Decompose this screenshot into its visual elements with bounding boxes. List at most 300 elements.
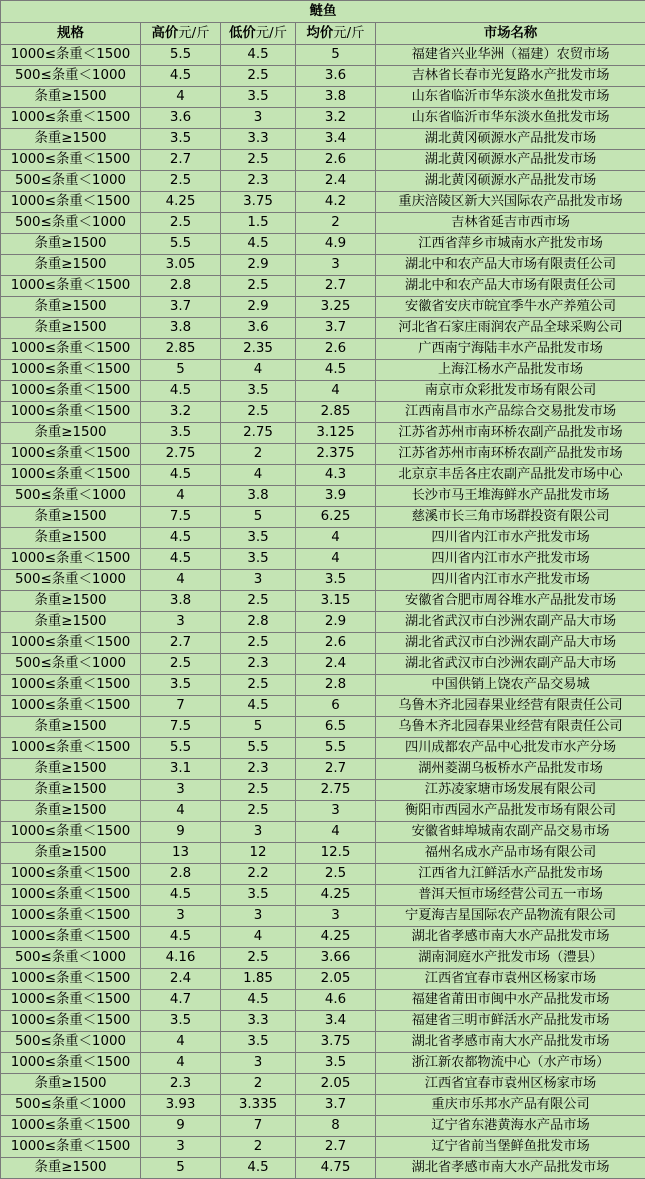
header-avg-price — [296, 23, 376, 45]
cell-avg-price: 3.15 — [296, 591, 376, 612]
cell-high-price: 2.5 — [141, 171, 221, 192]
cell-avg-price: 2.375 — [296, 444, 376, 465]
header-low-price — [221, 23, 296, 45]
cell-market: 湖北省武汉市白沙洲农副产品大市场 — [376, 654, 645, 675]
cell-low-price: 3 — [221, 906, 296, 927]
table-row — [1, 108, 645, 129]
cell-avg-price: 4.5 — [296, 360, 376, 381]
cell-avg-price: 4 — [296, 381, 376, 402]
cell-low-price: 3.8 — [221, 486, 296, 507]
cell-spec: 1000≤条重＜1500 — [1, 150, 141, 171]
cell-low-price: 3.5 — [221, 87, 296, 108]
table-row — [1, 822, 645, 843]
cell-high-price: 4.16 — [141, 948, 221, 969]
table-row — [1, 990, 645, 1011]
cell-avg-price: 2.85 — [296, 402, 376, 423]
cell-market: 江西省萍乡市城南水产批发市场 — [376, 234, 645, 255]
cell-avg-price: 12.5 — [296, 843, 376, 864]
cell-spec: 500≤条重＜1000 — [1, 654, 141, 675]
cell-market: 辽宁省前当堡鲜鱼批发市场 — [376, 1137, 645, 1158]
cell-market: 安徽省蚌埠城南农副产品交易市场 — [376, 822, 645, 843]
title-row — [1, 1, 645, 23]
table-row — [1, 801, 645, 822]
cell-avg-price: 6.25 — [296, 507, 376, 528]
table-row — [1, 927, 645, 948]
cell-spec: 500≤条重＜1000 — [1, 486, 141, 507]
cell-avg-price: 3.5 — [296, 1053, 376, 1074]
cell-high-price: 4.5 — [141, 465, 221, 486]
cell-high-price: 3.7 — [141, 297, 221, 318]
cell-high-price: 3.8 — [141, 591, 221, 612]
cell-avg-price: 4.9 — [296, 234, 376, 255]
cell-market: 重庆市乐邦水产品有限公司 — [376, 1095, 645, 1116]
cell-spec: 1000≤条重＜1500 — [1, 192, 141, 213]
table-row — [1, 402, 645, 423]
table-row — [1, 507, 645, 528]
cell-spec: 500≤条重＜1000 — [1, 171, 141, 192]
cell-high-price: 3.05 — [141, 255, 221, 276]
cell-low-price: 3 — [221, 570, 296, 591]
cell-spec: 1000≤条重＜1500 — [1, 465, 141, 486]
header-market: 市场名称 — [376, 23, 645, 45]
cell-market: 福州名成水产品市场有限公司 — [376, 843, 645, 864]
cell-high-price: 4.5 — [141, 885, 221, 906]
cell-avg-price: 3 — [296, 906, 376, 927]
header-low-label: 低价 — [229, 26, 256, 41]
cell-avg-price: 3.125 — [296, 423, 376, 444]
table-row — [1, 255, 645, 276]
cell-market: 四川成都农产品中心批发市水产分场 — [376, 738, 645, 759]
cell-low-price: 3 — [221, 1053, 296, 1074]
cell-avg-price: 2.6 — [296, 150, 376, 171]
cell-spec: 1000≤条重＜1500 — [1, 1053, 141, 1074]
table-row — [1, 696, 645, 717]
cell-spec: 500≤条重＜1000 — [1, 1095, 141, 1116]
cell-spec: 条重≥1500 — [1, 318, 141, 339]
cell-low-price: 2.5 — [221, 801, 296, 822]
cell-low-price: 3.5 — [221, 1032, 296, 1053]
table-row — [1, 234, 645, 255]
cell-low-price: 2 — [221, 1137, 296, 1158]
cell-high-price: 4.5 — [141, 66, 221, 87]
cell-avg-price: 2.5 — [296, 864, 376, 885]
cell-high-price: 3.5 — [141, 675, 221, 696]
cell-low-price: 4.5 — [221, 696, 296, 717]
cell-low-price: 2.5 — [221, 66, 296, 87]
cell-market: 四川省内江市水产批发市场 — [376, 570, 645, 591]
cell-market: 湖北省孝感市南大水产品批发市场 — [376, 1158, 645, 1179]
cell-market: 湖北省武汉市白沙洲农副产品大市场 — [376, 612, 645, 633]
cell-low-price: 2.5 — [221, 948, 296, 969]
cell-spec: 1000≤条重＜1500 — [1, 864, 141, 885]
table-row — [1, 360, 645, 381]
cell-spec: 500≤条重＜1000 — [1, 570, 141, 591]
table-row — [1, 318, 645, 339]
cell-spec: 500≤条重＜1000 — [1, 66, 141, 87]
cell-spec: 条重≥1500 — [1, 528, 141, 549]
table-row — [1, 885, 645, 906]
cell-market: 上海江杨水产品批发市场 — [376, 360, 645, 381]
cell-market: 江苏凌家塘市场发展有限公司 — [376, 780, 645, 801]
cell-high-price: 5 — [141, 1158, 221, 1179]
cell-avg-price: 6.5 — [296, 717, 376, 738]
cell-low-price: 2 — [221, 444, 296, 465]
cell-market: 湖北黄冈硕源水产品批发市场 — [376, 150, 645, 171]
table-row — [1, 423, 645, 444]
table-row — [1, 465, 645, 486]
cell-low-price: 3.3 — [221, 129, 296, 150]
table-row — [1, 486, 645, 507]
cell-market: 乌鲁木齐北园春果业经营有限责任公司 — [376, 696, 645, 717]
cell-spec: 条重≥1500 — [1, 780, 141, 801]
cell-low-price: 2.3 — [221, 171, 296, 192]
cell-low-price: 7 — [221, 1116, 296, 1137]
cell-low-price: 2.3 — [221, 654, 296, 675]
cell-high-price: 4.5 — [141, 549, 221, 570]
cell-spec: 1000≤条重＜1500 — [1, 906, 141, 927]
cell-low-price: 4.5 — [221, 45, 296, 66]
cell-market: 安徽省安庆市皖宜季牛水产养殖公司 — [376, 297, 645, 318]
table-row — [1, 66, 645, 87]
cell-avg-price: 2.8 — [296, 675, 376, 696]
cell-high-price: 3 — [141, 780, 221, 801]
cell-spec: 条重≥1500 — [1, 1074, 141, 1095]
cell-market: 山东省临沂市华东淡水鱼批发市场 — [376, 108, 645, 129]
table-row — [1, 717, 645, 738]
cell-low-price: 2.75 — [221, 423, 296, 444]
cell-market: 衡阳市西园水产品批发市场有限公司 — [376, 801, 645, 822]
cell-spec: 条重≥1500 — [1, 129, 141, 150]
cell-low-price: 2.5 — [221, 633, 296, 654]
cell-spec: 1000≤条重＜1500 — [1, 969, 141, 990]
cell-avg-price: 2.9 — [296, 612, 376, 633]
cell-low-price: 2.2 — [221, 864, 296, 885]
cell-low-price: 2.5 — [221, 402, 296, 423]
cell-avg-price: 4.3 — [296, 465, 376, 486]
cell-avg-price: 3.7 — [296, 1095, 376, 1116]
table-row — [1, 843, 645, 864]
header-avg-unit: 元/斤 — [333, 26, 364, 41]
cell-avg-price: 4 — [296, 549, 376, 570]
cell-low-price: 2.9 — [221, 297, 296, 318]
table-row — [1, 906, 645, 927]
cell-high-price: 4 — [141, 87, 221, 108]
cell-avg-price: 2.7 — [296, 1137, 376, 1158]
cell-avg-price: 2.75 — [296, 780, 376, 801]
table-row — [1, 780, 645, 801]
cell-avg-price: 8 — [296, 1116, 376, 1137]
cell-low-price: 4.5 — [221, 234, 296, 255]
cell-avg-price: 5 — [296, 45, 376, 66]
table-row — [1, 948, 645, 969]
cell-spec: 条重≥1500 — [1, 843, 141, 864]
cell-high-price: 5.5 — [141, 45, 221, 66]
cell-spec: 1000≤条重＜1500 — [1, 45, 141, 66]
table-row — [1, 1074, 645, 1095]
cell-market: 湖北中和农产品大市场有限责任公司 — [376, 255, 645, 276]
cell-avg-price: 4.75 — [296, 1158, 376, 1179]
cell-spec: 条重≥1500 — [1, 297, 141, 318]
cell-low-price: 4 — [221, 927, 296, 948]
cell-avg-price: 4.25 — [296, 885, 376, 906]
cell-market: 福建省兴业华洲（福建）农贸市场 — [376, 45, 645, 66]
cell-high-price: 5.5 — [141, 738, 221, 759]
cell-spec: 条重≥1500 — [1, 801, 141, 822]
cell-high-price: 3 — [141, 1137, 221, 1158]
cell-avg-price: 4.2 — [296, 192, 376, 213]
table-body — [1, 45, 645, 1179]
header-avg-label: 均价 — [306, 26, 333, 41]
cell-market: 浙江新农都物流中心（水产市场） — [376, 1053, 645, 1074]
cell-low-price: 3 — [221, 822, 296, 843]
cell-market: 江西省宜春市袁州区杨家市场 — [376, 1074, 645, 1095]
cell-market: 慈溪市长三角市场群投资有限公司 — [376, 507, 645, 528]
table-row — [1, 1116, 645, 1137]
cell-low-price: 3.5 — [221, 381, 296, 402]
cell-spec: 1000≤条重＜1500 — [1, 1137, 141, 1158]
cell-market: 江西省宜春市袁州区杨家市场 — [376, 969, 645, 990]
header-low-unit: 元/斤 — [256, 26, 287, 41]
cell-market: 福建省莆田市闽中水产品批发市场 — [376, 990, 645, 1011]
cell-high-price: 3.5 — [141, 1011, 221, 1032]
cell-spec: 1000≤条重＜1500 — [1, 990, 141, 1011]
table-row — [1, 1032, 645, 1053]
table-row — [1, 87, 645, 108]
cell-avg-price: 3 — [296, 255, 376, 276]
cell-spec: 500≤条重＜1000 — [1, 948, 141, 969]
cell-avg-price: 2.4 — [296, 171, 376, 192]
cell-low-price: 12 — [221, 843, 296, 864]
cell-market: 山东省临沂市华东淡水鱼批发市场 — [376, 87, 645, 108]
cell-high-price: 4 — [141, 486, 221, 507]
header-high-label: 高价 — [151, 26, 178, 41]
cell-market: 中国供销上饶农产品交易城 — [376, 675, 645, 696]
table-row — [1, 654, 645, 675]
table-row — [1, 633, 645, 654]
cell-market: 湖北省孝感市南大水产品批发市场 — [376, 927, 645, 948]
table-row — [1, 192, 645, 213]
cell-high-price: 3 — [141, 612, 221, 633]
cell-market: 长沙市马王堆海鲜水产品批发市场 — [376, 486, 645, 507]
cell-low-price: 4.5 — [221, 1158, 296, 1179]
cell-avg-price: 2.6 — [296, 633, 376, 654]
cell-market: 乌鲁木齐北园春果业经营有限责任公司 — [376, 717, 645, 738]
cell-avg-price: 3.7 — [296, 318, 376, 339]
cell-spec: 条重≥1500 — [1, 1158, 141, 1179]
cell-avg-price: 3.6 — [296, 66, 376, 87]
cell-low-price: 3 — [221, 108, 296, 129]
cell-high-price: 5.5 — [141, 234, 221, 255]
header-high-unit: 元/斤 — [178, 26, 209, 41]
table-row — [1, 612, 645, 633]
table-row — [1, 129, 645, 150]
cell-high-price: 2.5 — [141, 654, 221, 675]
cell-high-price: 3.5 — [141, 129, 221, 150]
cell-market: 辽宁省东港黄海水产品市场 — [376, 1116, 645, 1137]
cell-high-price: 5 — [141, 360, 221, 381]
cell-market: 福建省三明市鲜活水产品批发市场 — [376, 1011, 645, 1032]
cell-market: 四川省内江市水产批发市场 — [376, 549, 645, 570]
table-row — [1, 444, 645, 465]
cell-low-price: 3.5 — [221, 885, 296, 906]
cell-avg-price: 3.4 — [296, 1011, 376, 1032]
cell-high-price: 2.5 — [141, 213, 221, 234]
cell-market: 北京京丰岳各庄农副产品批发市场中心 — [376, 465, 645, 486]
cell-high-price: 3.2 — [141, 402, 221, 423]
cell-avg-price: 2.05 — [296, 1074, 376, 1095]
cell-market: 江苏省苏州市南环桥农副产品批发市场 — [376, 423, 645, 444]
cell-low-price: 2.9 — [221, 255, 296, 276]
cell-high-price: 3.8 — [141, 318, 221, 339]
cell-high-price: 4.7 — [141, 990, 221, 1011]
cell-avg-price: 3.75 — [296, 1032, 376, 1053]
cell-spec: 条重≥1500 — [1, 423, 141, 444]
table-row — [1, 276, 645, 297]
cell-market: 湖州菱湖乌板桥水产品批发市场 — [376, 759, 645, 780]
cell-high-price: 9 — [141, 1116, 221, 1137]
cell-market: 湖北黄冈硕源水产品批发市场 — [376, 129, 645, 150]
cell-high-price: 2.85 — [141, 339, 221, 360]
cell-high-price: 4 — [141, 1053, 221, 1074]
table-row — [1, 1158, 645, 1179]
header-spec: 规格 — [1, 23, 141, 45]
table-row — [1, 759, 645, 780]
table-row — [1, 864, 645, 885]
cell-spec: 1000≤条重＜1500 — [1, 339, 141, 360]
header-high-price — [141, 23, 221, 45]
cell-high-price: 7.5 — [141, 507, 221, 528]
cell-avg-price: 3.5 — [296, 570, 376, 591]
table-row — [1, 45, 645, 66]
cell-high-price: 3 — [141, 906, 221, 927]
cell-low-price: 5 — [221, 507, 296, 528]
cell-spec: 条重≥1500 — [1, 507, 141, 528]
cell-market: 广西南宁海陆丰水产品批发市场 — [376, 339, 645, 360]
cell-low-price: 2.5 — [221, 591, 296, 612]
cell-low-price: 3.3 — [221, 1011, 296, 1032]
cell-spec: 1000≤条重＜1500 — [1, 549, 141, 570]
cell-low-price: 4 — [221, 465, 296, 486]
cell-avg-price: 3.66 — [296, 948, 376, 969]
cell-spec: 1000≤条重＜1500 — [1, 927, 141, 948]
cell-spec: 1000≤条重＜1500 — [1, 1011, 141, 1032]
table-row — [1, 171, 645, 192]
table-title: 鲢鱼 — [1, 1, 645, 23]
cell-high-price: 2.3 — [141, 1074, 221, 1095]
table-row — [1, 381, 645, 402]
cell-low-price: 5 — [221, 717, 296, 738]
cell-low-price: 2.35 — [221, 339, 296, 360]
cell-avg-price: 4 — [296, 528, 376, 549]
cell-avg-price: 2.7 — [296, 759, 376, 780]
cell-avg-price: 3.4 — [296, 129, 376, 150]
cell-avg-price: 4.25 — [296, 927, 376, 948]
cell-spec: 1000≤条重＜1500 — [1, 108, 141, 129]
cell-avg-price: 2.4 — [296, 654, 376, 675]
cell-high-price: 4 — [141, 1032, 221, 1053]
cell-high-price: 2.7 — [141, 150, 221, 171]
cell-low-price: 3.335 — [221, 1095, 296, 1116]
cell-high-price: 3.5 — [141, 423, 221, 444]
cell-spec: 1000≤条重＜1500 — [1, 402, 141, 423]
cell-high-price: 2.8 — [141, 276, 221, 297]
cell-high-price: 4 — [141, 570, 221, 591]
cell-spec: 500≤条重＜1000 — [1, 213, 141, 234]
table-row — [1, 1011, 645, 1032]
cell-low-price: 2 — [221, 1074, 296, 1095]
cell-market: 湖南洞庭水产批发市场（澧县） — [376, 948, 645, 969]
cell-low-price: 3.5 — [221, 528, 296, 549]
cell-low-price: 2.5 — [221, 675, 296, 696]
cell-high-price: 4.5 — [141, 927, 221, 948]
cell-high-price: 3.6 — [141, 108, 221, 129]
header-row — [1, 23, 645, 45]
cell-spec: 1000≤条重＜1500 — [1, 822, 141, 843]
table-row — [1, 969, 645, 990]
cell-high-price: 3.93 — [141, 1095, 221, 1116]
table-row — [1, 1137, 645, 1158]
cell-low-price: 3.6 — [221, 318, 296, 339]
cell-low-price: 4 — [221, 360, 296, 381]
cell-low-price: 2.5 — [221, 780, 296, 801]
cell-high-price: 2.8 — [141, 864, 221, 885]
table-row — [1, 549, 645, 570]
table-row — [1, 150, 645, 171]
cell-avg-price: 3 — [296, 801, 376, 822]
cell-spec: 条重≥1500 — [1, 591, 141, 612]
cell-market: 吉林省延吉市西市场 — [376, 213, 645, 234]
cell-spec: 1000≤条重＜1500 — [1, 738, 141, 759]
cell-spec: 条重≥1500 — [1, 717, 141, 738]
cell-low-price: 3.5 — [221, 549, 296, 570]
cell-avg-price: 3.9 — [296, 486, 376, 507]
cell-low-price: 4.5 — [221, 990, 296, 1011]
cell-low-price: 1.5 — [221, 213, 296, 234]
cell-avg-price: 3.25 — [296, 297, 376, 318]
table-row — [1, 570, 645, 591]
cell-low-price: 2.5 — [221, 150, 296, 171]
cell-market: 湖北省孝感市南大水产品批发市场 — [376, 1032, 645, 1053]
cell-high-price: 9 — [141, 822, 221, 843]
cell-avg-price: 2.05 — [296, 969, 376, 990]
cell-market: 吉林省长春市光复路水产批发市场 — [376, 66, 645, 87]
cell-high-price: 4.5 — [141, 528, 221, 549]
cell-spec: 条重≥1500 — [1, 255, 141, 276]
cell-avg-price: 4.6 — [296, 990, 376, 1011]
cell-high-price: 7 — [141, 696, 221, 717]
table-row — [1, 339, 645, 360]
cell-avg-price: 3.8 — [296, 87, 376, 108]
cell-avg-price: 2 — [296, 213, 376, 234]
cell-spec: 条重≥1500 — [1, 612, 141, 633]
cell-market: 四川省内江市水产批发市场 — [376, 528, 645, 549]
cell-high-price: 4 — [141, 801, 221, 822]
cell-low-price: 1.85 — [221, 969, 296, 990]
table-row — [1, 1053, 645, 1074]
table-row — [1, 528, 645, 549]
cell-spec: 1000≤条重＜1500 — [1, 675, 141, 696]
cell-high-price: 2.75 — [141, 444, 221, 465]
cell-market: 河北省石家庄雨润农产品全球采购公司 — [376, 318, 645, 339]
table-row — [1, 738, 645, 759]
cell-market: 重庆涪陵区新大兴国际农产品批发市场 — [376, 192, 645, 213]
cell-market: 湖北省武汉市白沙洲农副产品大市场 — [376, 633, 645, 654]
cell-spec: 条重≥1500 — [1, 759, 141, 780]
cell-market: 普洱天恒市场经营公司五一市场 — [376, 885, 645, 906]
cell-market: 南京市众彩批发市场有限公司 — [376, 381, 645, 402]
cell-market: 宁夏海吉星国际农产品物流有限公司 — [376, 906, 645, 927]
cell-low-price: 3.75 — [221, 192, 296, 213]
